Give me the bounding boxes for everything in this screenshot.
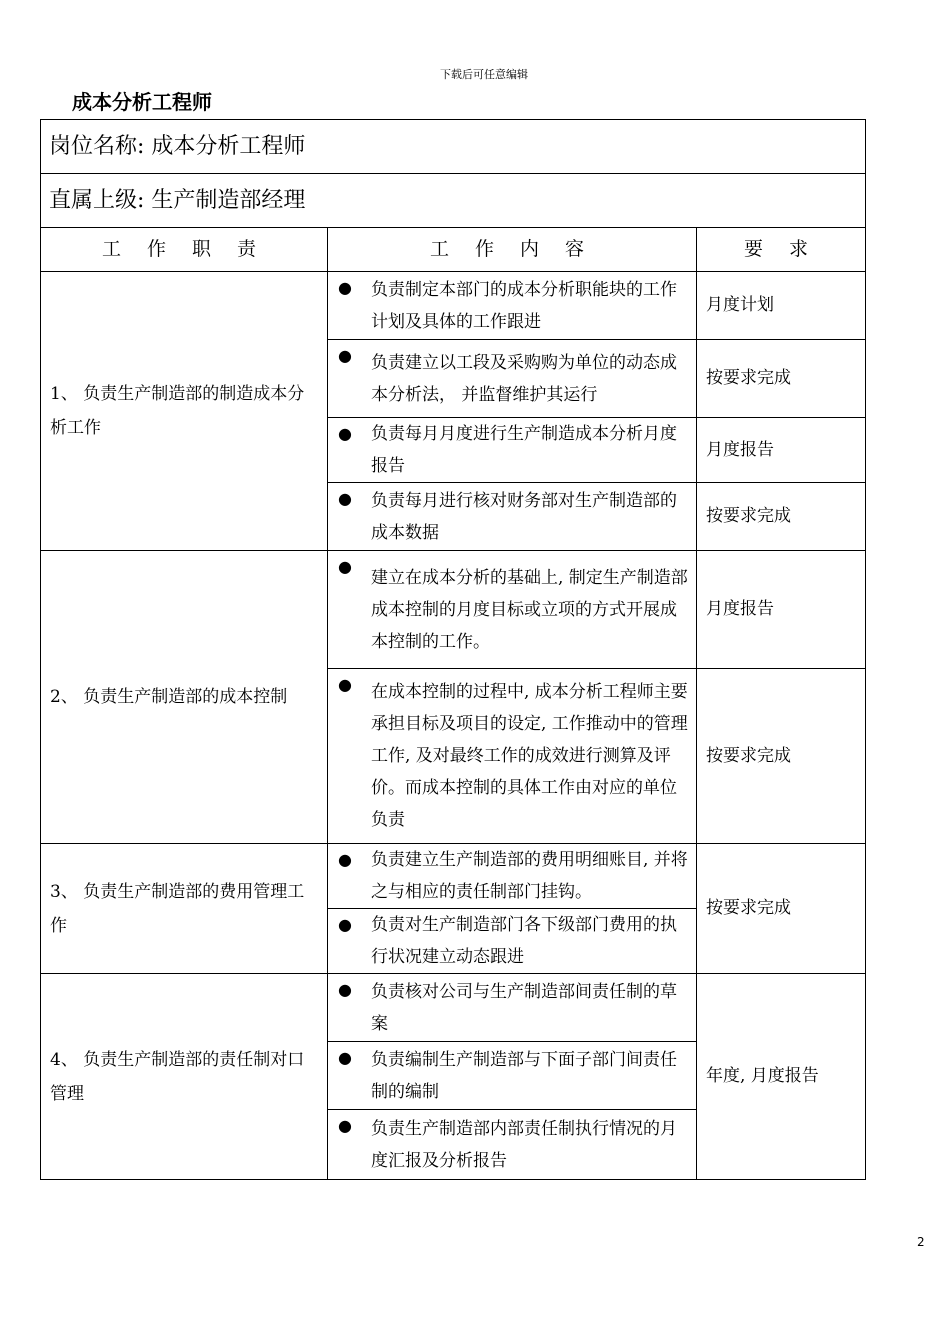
duty-cell: 4、 负责生产制造部的责任制对口管理 — [41, 974, 328, 1180]
content-cell — [328, 483, 697, 551]
page-number: 2 — [917, 1235, 925, 1249]
bullet-icon: ● — [338, 850, 352, 869]
content-cell — [328, 669, 697, 844]
content-text: 负责制定本部门的成本分析职能块的工作计划及具体的工作跟进 — [371, 279, 677, 332]
requirement-cell: 按要求完成 — [697, 340, 866, 418]
table-row — [41, 974, 866, 1042]
requirement-cell: 月度计划 — [697, 272, 866, 340]
content-cell — [328, 1042, 697, 1110]
content-cell — [328, 844, 697, 909]
content-text: 在成本控制的过程中, 成本分析工程师主要承担目标及项目的设定, 工作推动中的管理工作, 及对最终工作的成效进行测算及评价。而成本控制的具体工作由对应的单位负责 — [371, 682, 688, 830]
column-header-content: 工 作 内 容 — [328, 228, 697, 272]
table-row — [41, 272, 866, 340]
content-text: 负责每月进行核对财务部对生产制造部的成本数据 — [371, 490, 677, 543]
header-note: 下载后可任意编辑 — [440, 68, 528, 81]
content-text: 负责建立以工段及采购购为单位的动态成本分析法， 并监督维护其运行 — [371, 352, 677, 405]
supervisor: 直属上级: 生产制造部经理 — [41, 174, 866, 228]
requirement-cell: 按要求完成 — [697, 669, 866, 844]
requirement-cell: 年度, 月度报告 — [697, 974, 866, 1180]
requirement-cell: 按要求完成 — [697, 844, 866, 974]
content-cell — [328, 418, 697, 483]
requirement-cell: 按要求完成 — [697, 483, 866, 551]
bullet-icon: ● — [338, 1116, 352, 1135]
position-name: 岗位名称: 成本分析工程师 — [41, 120, 866, 174]
content-text: 负责核对公司与生产制造部间责任制的草案 — [371, 981, 677, 1034]
content-cell — [328, 340, 697, 418]
bullet-icon: ● — [338, 675, 352, 694]
content-cell — [328, 974, 697, 1042]
table-header-row — [41, 228, 866, 272]
bullet-icon: ● — [338, 915, 352, 934]
content-text: 负责生产制造部内部责任制执行情况的月度汇报及分析报告 — [371, 1118, 677, 1171]
duty-cell: 2、 负责生产制造部的成本控制 — [41, 551, 328, 844]
job-description-table — [40, 119, 866, 1180]
duty-cell: 3、 负责生产制造部的费用管理工作 — [41, 844, 328, 974]
content-cell — [328, 1110, 697, 1180]
content-text: 负责建立生产制造部的费用明细账目, 并将之与相应的责任制部门挂钩。 — [371, 850, 688, 902]
column-header-requirement: 要 求 — [697, 228, 866, 272]
content-cell — [328, 909, 697, 974]
bullet-icon: ● — [338, 346, 352, 365]
bullet-icon: ● — [338, 1048, 352, 1067]
bullet-icon: ● — [338, 489, 352, 508]
table-row — [41, 551, 866, 669]
position-name-row — [41, 120, 866, 174]
bullet-icon: ● — [338, 424, 352, 443]
table-row — [41, 844, 866, 909]
column-header-duty: 工 作 职 责 — [41, 228, 328, 272]
content-text: 负责每月月度进行生产制造成本分析月度报告 — [371, 424, 677, 476]
bullet-icon: ● — [338, 980, 352, 999]
bullet-icon: ● — [338, 278, 352, 297]
supervisor-row — [41, 174, 866, 228]
content-text: 建立在成本分析的基础上, 制定生产制造部成本控制的月度目标或立项的方式开展成本控制的工作。 — [371, 567, 688, 652]
bullet-icon: ● — [338, 557, 352, 576]
duty-cell: 1、 负责生产制造部的制造成本分析工作 — [41, 272, 328, 551]
content-cell — [328, 272, 697, 340]
content-text: 负责对生产制造部门各下级部门费用的执行状况建立动态跟进 — [371, 915, 677, 967]
requirement-cell: 月度报告 — [697, 418, 866, 483]
content-text: 负责编制生产制造部与下面子部门间责任制的编制 — [371, 1049, 677, 1102]
requirement-cell: 月度报告 — [697, 551, 866, 669]
content-cell — [328, 551, 697, 669]
document-title: 成本分析工程师 — [72, 90, 212, 114]
